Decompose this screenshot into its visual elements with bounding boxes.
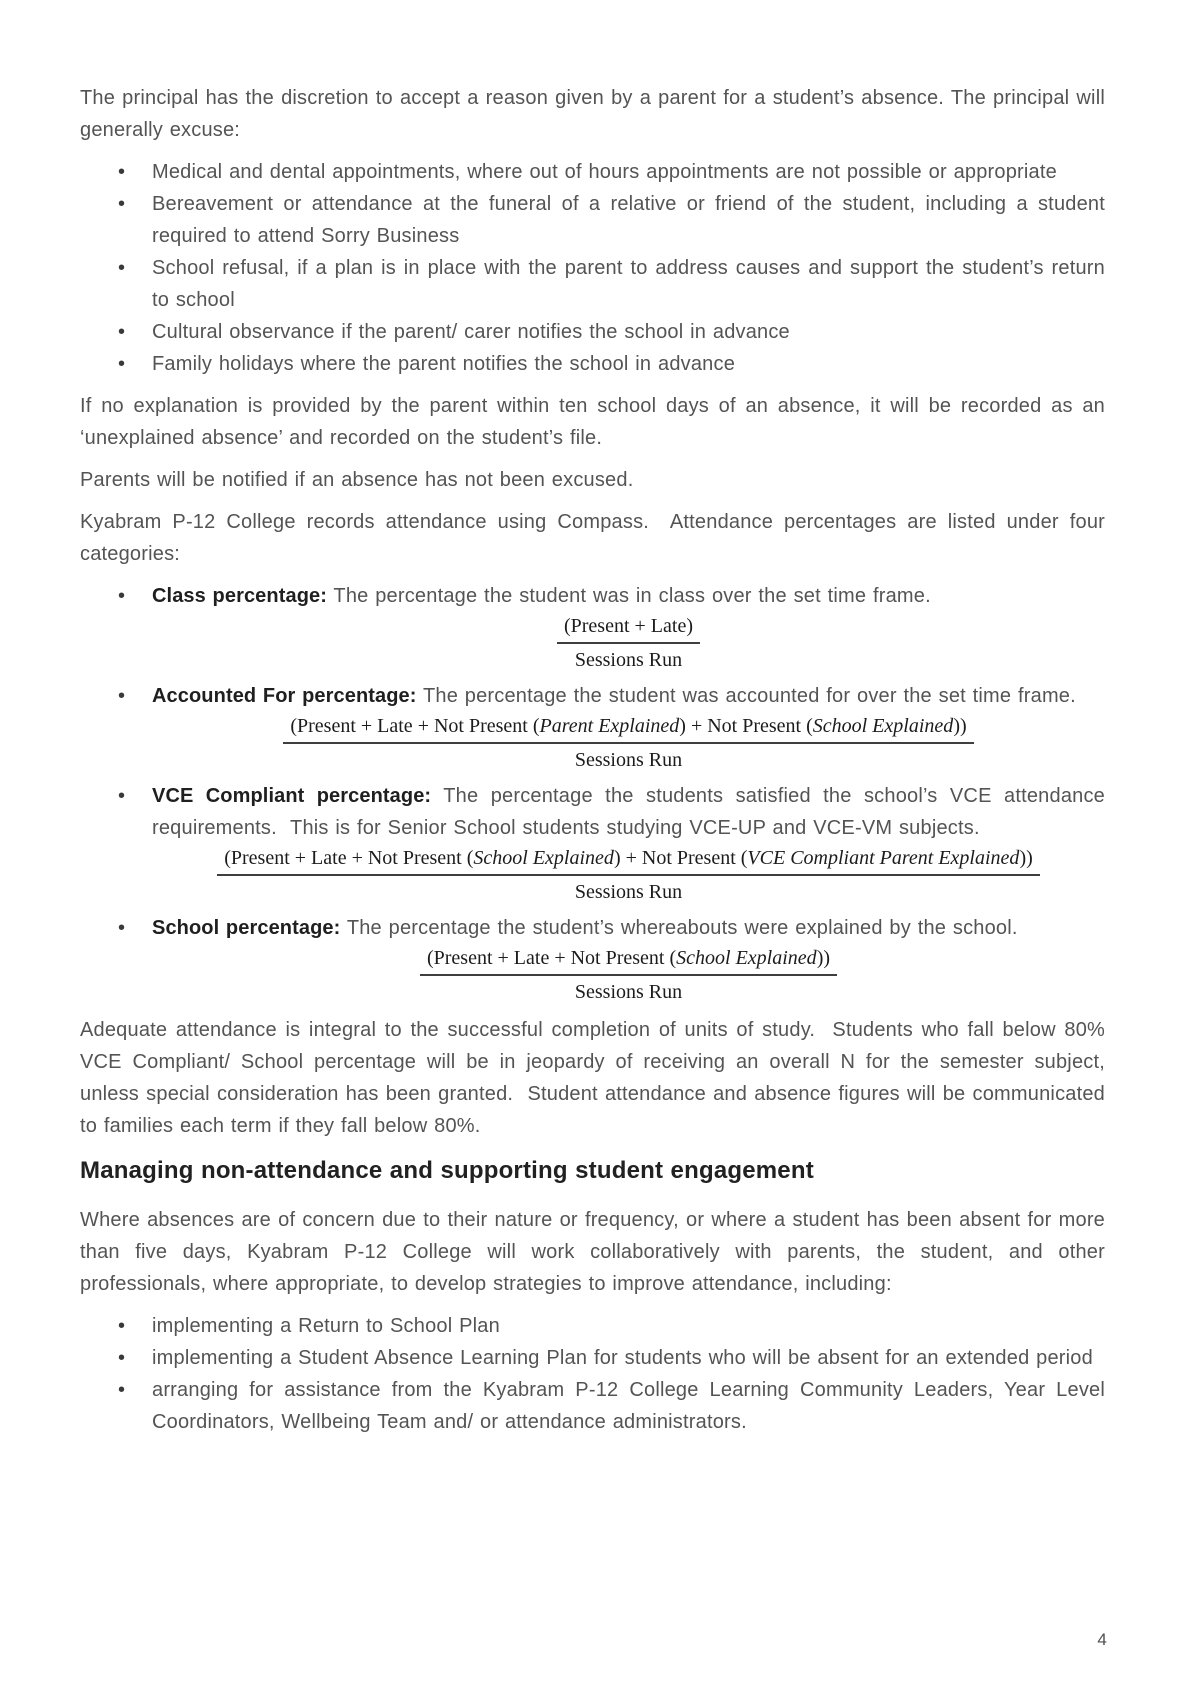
managing-paragraph: Where absences are of concern due to their nature or frequency, or where a student has been absent for more than five days, Kyabram P-12 College will work collaboratively with parents, the student, and other professionals, where appropriate, to develop strategies to improve attendance, including:	[80, 1209, 1105, 1295]
list-item: • School refusal, if a plan is in place with the parent to address causes and support the student’s return to school	[80, 252, 1105, 316]
category-item	[80, 680, 1105, 772]
category-desc: The percentage the student was accounted for over the set time frame.	[422, 685, 1076, 707]
formula-denominator: Sessions Run	[574, 649, 683, 671]
list-item: • Medical and dental appointments, where out of hours appointments are not possible or appropriate	[80, 156, 1105, 188]
list-item: • arranging for assistance from the Kyabram P-12 College Learning Community Leaders, Year Level Coordinators, Wellbeing Team and/ or attendance administrators.	[80, 1374, 1105, 1438]
excused-reasons-list	[80, 156, 1105, 380]
fraction	[217, 846, 1040, 904]
unexplained-absence-paragraph: If no explanation is provided by the parent within ten school days of an absence, it will be recorded as an ‘unexplained absence’ and recorded on the student’s file.	[80, 395, 1105, 449]
category-item	[80, 580, 1105, 672]
list-item: • implementing a Student Absence Learning Plan for students who will be absent for an extended period	[80, 1342, 1105, 1374]
formula-italic-part: School Explained	[676, 947, 817, 969]
strategies-list	[80, 1310, 1105, 1438]
fraction	[420, 946, 837, 1004]
formula-italic-part: Parent Explained	[539, 715, 680, 737]
formula-text-part: ) + Not Present (	[613, 847, 748, 869]
adequate-attendance-paragraph: Adequate attendance is integral to the successful completion of units of study. Students who fall below 80% VCE Compliant/ School percentage will be in jeopardy of receiving an overall N for the semester subject, unless special consideration has been granted. Student attendance and absence figures will be communicated to families each term if they fall below 80%.	[80, 1019, 1105, 1137]
formula-italic-part: School Explained	[473, 847, 614, 869]
accounted-for-formula	[152, 714, 1105, 772]
category-desc: The percentage the student’s whereabouts were explained by the school.	[346, 917, 1018, 939]
category-label: School percentage:	[152, 917, 341, 939]
list-item: • Cultural observance if the parent/ carer notifies the school in advance	[80, 316, 1105, 348]
formula-numerator	[557, 614, 700, 644]
parents-notified-paragraph: Parents will be notified if an absence has not been excused.	[80, 469, 634, 491]
category-label: Class percentage:	[152, 585, 327, 607]
formula-italic-part: VCE Compliant Parent Explained	[747, 847, 1020, 869]
class-percentage-formula	[152, 614, 1105, 672]
category-desc: The percentage the students satisfied the school’s VCE attendance requirements. This is for Senior School students studying VCE-UP and VCE-VM subjects.	[152, 785, 1105, 839]
category-desc: The percentage the student was in class over the set time frame.	[333, 585, 931, 607]
formula-text-part: ) + Not Present (	[679, 715, 813, 737]
formula-numerator	[217, 846, 1040, 876]
vce-compliant-formula	[152, 846, 1105, 904]
formula-text-part: ))	[1019, 847, 1033, 869]
formula-italic-part: School Explained	[812, 715, 954, 737]
formula-text-part: (Present + Late + Not Present (	[224, 847, 474, 869]
page-number: 4	[1097, 1630, 1107, 1649]
category-item	[80, 912, 1105, 1004]
category-item	[80, 780, 1105, 904]
formula-numerator	[420, 946, 837, 976]
list-item: • implementing a Return to School Plan	[80, 1310, 1105, 1342]
formula-denominator: Sessions Run	[574, 749, 683, 771]
formula-text-part: (Present + Late + Not Present (	[426, 947, 677, 969]
formula-text-part: ))	[953, 715, 967, 737]
formula-denominator: Sessions Run	[574, 881, 683, 903]
school-percentage-formula	[152, 946, 1105, 1004]
list-item: • Family holidays where the parent notifies the school in advance	[80, 348, 1105, 380]
formula-numerator	[283, 714, 973, 744]
intro-paragraph: The principal has the discretion to accept a reason given by a parent for a student’s absence. The principal will generally excuse:	[80, 87, 1105, 141]
section-heading: Managing non-attendance and supporting student engagement	[80, 1157, 814, 1184]
list-item: • Bereavement or attendance at the funeral of a relative or friend of the student, including a student required to attend Sorry Business	[80, 188, 1105, 252]
formula-denominator: Sessions Run	[574, 981, 683, 1003]
fraction	[283, 714, 973, 772]
category-label: VCE Compliant percentage:	[152, 785, 432, 807]
formula-text-part: (Present + Late + Not Present (	[290, 715, 540, 737]
formula-text-part: ))	[816, 947, 831, 969]
compass-paragraph: Kyabram P-12 College records attendance using Compass. Attendance percentages are listed under four categories:	[80, 511, 1105, 565]
category-label: Accounted For percentage:	[152, 685, 417, 707]
formula-text-part: (Present + Late)	[563, 615, 693, 637]
fraction	[557, 614, 700, 672]
attendance-categories-list	[80, 580, 1105, 1004]
